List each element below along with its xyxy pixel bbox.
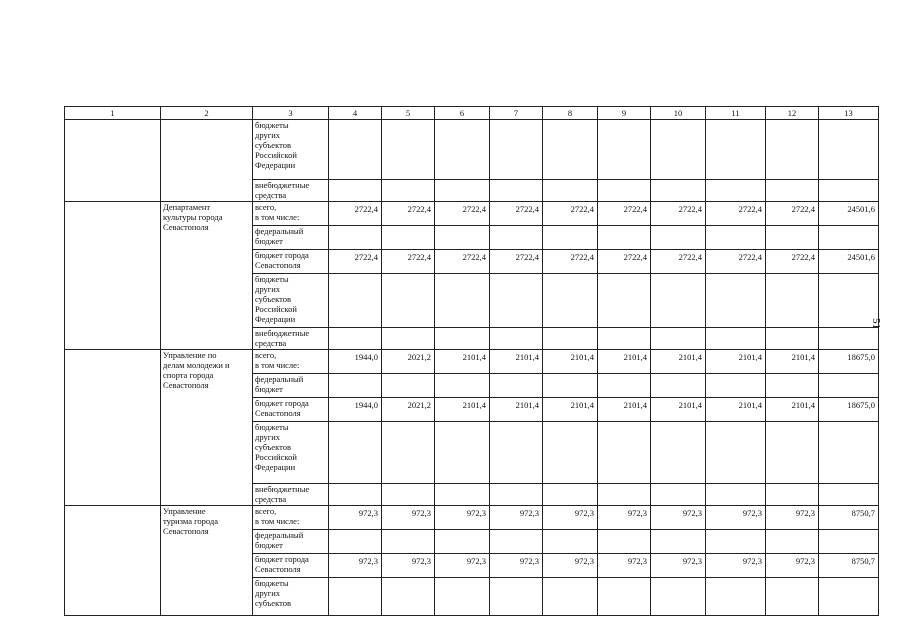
value-cell bbox=[382, 422, 435, 484]
value-cell: 2101,4 bbox=[766, 398, 819, 422]
value-cell: 2722,4 bbox=[706, 202, 766, 226]
value-cell: 972,3 bbox=[706, 506, 766, 530]
executor-cell bbox=[161, 120, 253, 202]
value-cell bbox=[490, 328, 543, 350]
value-cell: 2722,4 bbox=[490, 202, 543, 226]
value-cell: 1944,0 bbox=[329, 350, 382, 374]
executor-cell: Управление туризма города Севастополя bbox=[161, 506, 253, 616]
value-cell bbox=[490, 120, 543, 180]
column-number-2: 2 bbox=[161, 107, 253, 120]
value-cell bbox=[819, 180, 879, 202]
value-cell bbox=[598, 578, 651, 616]
value-cell bbox=[651, 226, 706, 250]
program-cell bbox=[65, 506, 161, 616]
value-cell: 24501,6 bbox=[819, 250, 879, 274]
value-cell: 2722,4 bbox=[382, 250, 435, 274]
value-cell: 2101,4 bbox=[543, 350, 598, 374]
value-cell bbox=[651, 422, 706, 484]
value-cell bbox=[382, 374, 435, 398]
value-cell bbox=[706, 274, 766, 328]
value-cell bbox=[651, 530, 706, 554]
value-cell bbox=[651, 374, 706, 398]
value-cell: 2101,4 bbox=[766, 350, 819, 374]
value-cell bbox=[329, 328, 382, 350]
column-number-7: 7 bbox=[490, 107, 543, 120]
value-cell bbox=[651, 274, 706, 328]
value-cell: 972,3 bbox=[598, 554, 651, 578]
value-cell: 972,3 bbox=[543, 554, 598, 578]
value-cell bbox=[543, 530, 598, 554]
value-cell bbox=[382, 578, 435, 616]
value-cell bbox=[651, 180, 706, 202]
value-cell: 2722,4 bbox=[490, 250, 543, 274]
value-cell bbox=[706, 226, 766, 250]
value-cell: 2722,4 bbox=[651, 250, 706, 274]
value-cell: 2101,4 bbox=[543, 398, 598, 422]
value-cell bbox=[651, 484, 706, 506]
value-cell: 2722,4 bbox=[766, 202, 819, 226]
funding-source-cell: всего, в том числе: bbox=[253, 506, 329, 530]
value-cell: 8750,7 bbox=[819, 506, 879, 530]
value-cell: 2101,4 bbox=[598, 398, 651, 422]
value-cell bbox=[543, 578, 598, 616]
value-cell: 2101,4 bbox=[490, 350, 543, 374]
value-cell bbox=[382, 226, 435, 250]
value-cell: 2722,4 bbox=[543, 202, 598, 226]
value-cell bbox=[435, 226, 490, 250]
value-cell: 972,3 bbox=[766, 506, 819, 530]
value-cell bbox=[329, 530, 382, 554]
value-cell: 2101,4 bbox=[598, 350, 651, 374]
value-cell: 2722,4 bbox=[598, 202, 651, 226]
value-cell: 2101,4 bbox=[490, 398, 543, 422]
value-cell bbox=[819, 120, 879, 180]
table-row bbox=[65, 202, 879, 226]
value-cell bbox=[706, 422, 766, 484]
value-cell: 2101,4 bbox=[706, 350, 766, 374]
table-body bbox=[65, 120, 879, 616]
value-cell: 2722,4 bbox=[435, 250, 490, 274]
column-number-6: 6 bbox=[435, 107, 490, 120]
value-cell bbox=[819, 374, 879, 398]
value-cell: 972,3 bbox=[382, 554, 435, 578]
value-cell bbox=[651, 120, 706, 180]
column-number-4: 4 bbox=[329, 107, 382, 120]
program-cell bbox=[65, 350, 161, 506]
value-cell: 2722,4 bbox=[766, 250, 819, 274]
column-number-13: 13 bbox=[819, 107, 879, 120]
value-cell: 18675,0 bbox=[819, 398, 879, 422]
value-cell bbox=[819, 530, 879, 554]
value-cell bbox=[382, 180, 435, 202]
value-cell bbox=[543, 120, 598, 180]
value-cell: 18675,0 bbox=[819, 350, 879, 374]
value-cell bbox=[598, 374, 651, 398]
program-cell bbox=[65, 120, 161, 202]
program-cell bbox=[65, 202, 161, 350]
funding-source-cell: бюджет города Севастополя bbox=[253, 398, 329, 422]
column-number-5: 5 bbox=[382, 107, 435, 120]
value-cell bbox=[435, 120, 490, 180]
value-cell: 972,3 bbox=[382, 506, 435, 530]
value-cell: 1944,0 bbox=[329, 398, 382, 422]
value-cell bbox=[490, 422, 543, 484]
value-cell bbox=[435, 180, 490, 202]
column-number-9: 9 bbox=[598, 107, 651, 120]
funding-source-cell: федеральный бюджет bbox=[253, 374, 329, 398]
funding-source-cell: внебюджетные средства bbox=[253, 484, 329, 506]
value-cell: 2722,4 bbox=[651, 202, 706, 226]
value-cell: 972,3 bbox=[706, 554, 766, 578]
value-cell bbox=[766, 120, 819, 180]
column-number-11: 11 bbox=[706, 107, 766, 120]
value-cell: 972,3 bbox=[543, 506, 598, 530]
value-cell bbox=[706, 120, 766, 180]
value-cell bbox=[819, 328, 879, 350]
budget-table bbox=[64, 106, 879, 616]
value-cell: 972,3 bbox=[329, 506, 382, 530]
funding-source-cell: бюджет города Севастополя bbox=[253, 250, 329, 274]
value-cell bbox=[651, 578, 706, 616]
value-cell bbox=[706, 484, 766, 506]
value-cell: 2722,4 bbox=[598, 250, 651, 274]
funding-source-cell: бюджеты других субъектов bbox=[253, 578, 329, 616]
value-cell: 2021,2 bbox=[382, 398, 435, 422]
value-cell: 972,3 bbox=[490, 506, 543, 530]
funding-source-cell: всего, в том числе: bbox=[253, 350, 329, 374]
value-cell: 972,3 bbox=[766, 554, 819, 578]
value-cell: 2722,4 bbox=[382, 202, 435, 226]
value-cell bbox=[490, 374, 543, 398]
value-cell bbox=[706, 530, 766, 554]
value-cell bbox=[766, 422, 819, 484]
funding-source-cell: внебюджетные средства bbox=[253, 180, 329, 202]
value-cell bbox=[435, 578, 490, 616]
value-cell bbox=[706, 328, 766, 350]
value-cell bbox=[819, 484, 879, 506]
column-number-row bbox=[65, 107, 879, 120]
value-cell: 972,3 bbox=[651, 554, 706, 578]
funding-source-cell: внебюджетные средства bbox=[253, 328, 329, 350]
column-number-8: 8 bbox=[543, 107, 598, 120]
table-row bbox=[65, 350, 879, 374]
value-cell: 972,3 bbox=[435, 506, 490, 530]
value-cell bbox=[598, 226, 651, 250]
funding-source-cell: бюджеты других субъектов Российской Федерации bbox=[253, 120, 329, 180]
value-cell bbox=[435, 328, 490, 350]
value-cell: 2722,4 bbox=[435, 202, 490, 226]
value-cell bbox=[766, 484, 819, 506]
value-cell: 972,3 bbox=[598, 506, 651, 530]
value-cell bbox=[435, 422, 490, 484]
value-cell bbox=[490, 578, 543, 616]
value-cell: 972,3 bbox=[490, 554, 543, 578]
value-cell bbox=[382, 120, 435, 180]
value-cell bbox=[598, 120, 651, 180]
value-cell bbox=[766, 180, 819, 202]
value-cell bbox=[543, 328, 598, 350]
value-cell: 2101,4 bbox=[651, 350, 706, 374]
value-cell bbox=[598, 422, 651, 484]
page-number: 51 bbox=[870, 318, 882, 329]
value-cell bbox=[329, 274, 382, 328]
value-cell bbox=[490, 274, 543, 328]
value-cell bbox=[543, 484, 598, 506]
column-number-1: 1 bbox=[65, 107, 161, 120]
value-cell bbox=[598, 180, 651, 202]
value-cell bbox=[819, 578, 879, 616]
value-cell: 972,3 bbox=[329, 554, 382, 578]
value-cell bbox=[382, 484, 435, 506]
value-cell bbox=[766, 328, 819, 350]
value-cell bbox=[543, 180, 598, 202]
funding-source-cell: федеральный бюджет bbox=[253, 226, 329, 250]
value-cell bbox=[382, 530, 435, 554]
value-cell bbox=[329, 180, 382, 202]
value-cell: 2722,4 bbox=[329, 202, 382, 226]
value-cell bbox=[382, 328, 435, 350]
value-cell: 2021,2 bbox=[382, 350, 435, 374]
value-cell: 972,3 bbox=[435, 554, 490, 578]
value-cell bbox=[819, 422, 879, 484]
funding-source-cell: всего, в том числе: bbox=[253, 202, 329, 226]
value-cell: 2722,4 bbox=[706, 250, 766, 274]
value-cell bbox=[329, 120, 382, 180]
value-cell bbox=[490, 530, 543, 554]
value-cell bbox=[543, 274, 598, 328]
value-cell bbox=[329, 422, 382, 484]
value-cell bbox=[382, 274, 435, 328]
value-cell bbox=[435, 274, 490, 328]
value-cell bbox=[435, 484, 490, 506]
value-cell: 972,3 bbox=[651, 506, 706, 530]
value-cell bbox=[598, 484, 651, 506]
value-cell bbox=[598, 328, 651, 350]
value-cell bbox=[598, 274, 651, 328]
value-cell: 8750,7 bbox=[819, 554, 879, 578]
executor-cell: Департамент культуры города Севастополя bbox=[161, 202, 253, 350]
funding-source-cell: бюджеты других субъектов Российской Федерации bbox=[253, 274, 329, 328]
column-number-10: 10 bbox=[651, 107, 706, 120]
value-cell: 2722,4 bbox=[543, 250, 598, 274]
value-cell bbox=[706, 578, 766, 616]
column-number-3: 3 bbox=[253, 107, 329, 120]
value-cell: 2101,4 bbox=[435, 350, 490, 374]
value-cell: 2722,4 bbox=[329, 250, 382, 274]
value-cell bbox=[651, 328, 706, 350]
value-cell bbox=[766, 578, 819, 616]
value-cell: 24501,6 bbox=[819, 202, 879, 226]
value-cell bbox=[329, 226, 382, 250]
funding-source-cell: федеральный бюджет bbox=[253, 530, 329, 554]
value-cell bbox=[543, 422, 598, 484]
value-cell bbox=[329, 374, 382, 398]
funding-source-cell: бюджеты других субъектов Российской Федерации bbox=[253, 422, 329, 484]
value-cell: 2101,4 bbox=[706, 398, 766, 422]
value-cell bbox=[819, 226, 879, 250]
value-cell bbox=[435, 530, 490, 554]
table-row bbox=[65, 120, 879, 180]
executor-cell: Управление по делам молодежи и спорта города Севастополя bbox=[161, 350, 253, 506]
value-cell: 2101,4 bbox=[651, 398, 706, 422]
value-cell bbox=[706, 374, 766, 398]
value-cell bbox=[435, 374, 490, 398]
value-cell bbox=[329, 578, 382, 616]
table-row bbox=[65, 506, 879, 530]
funding-source-cell: бюджет города Севастополя bbox=[253, 554, 329, 578]
value-cell bbox=[598, 530, 651, 554]
value-cell bbox=[329, 484, 382, 506]
value-cell bbox=[490, 180, 543, 202]
value-cell bbox=[490, 484, 543, 506]
value-cell bbox=[706, 180, 766, 202]
value-cell bbox=[543, 374, 598, 398]
value-cell bbox=[766, 274, 819, 328]
value-cell bbox=[766, 374, 819, 398]
value-cell bbox=[543, 226, 598, 250]
value-cell: 2101,4 bbox=[435, 398, 490, 422]
value-cell bbox=[766, 226, 819, 250]
column-number-12: 12 bbox=[766, 107, 819, 120]
value-cell bbox=[766, 530, 819, 554]
value-cell bbox=[490, 226, 543, 250]
